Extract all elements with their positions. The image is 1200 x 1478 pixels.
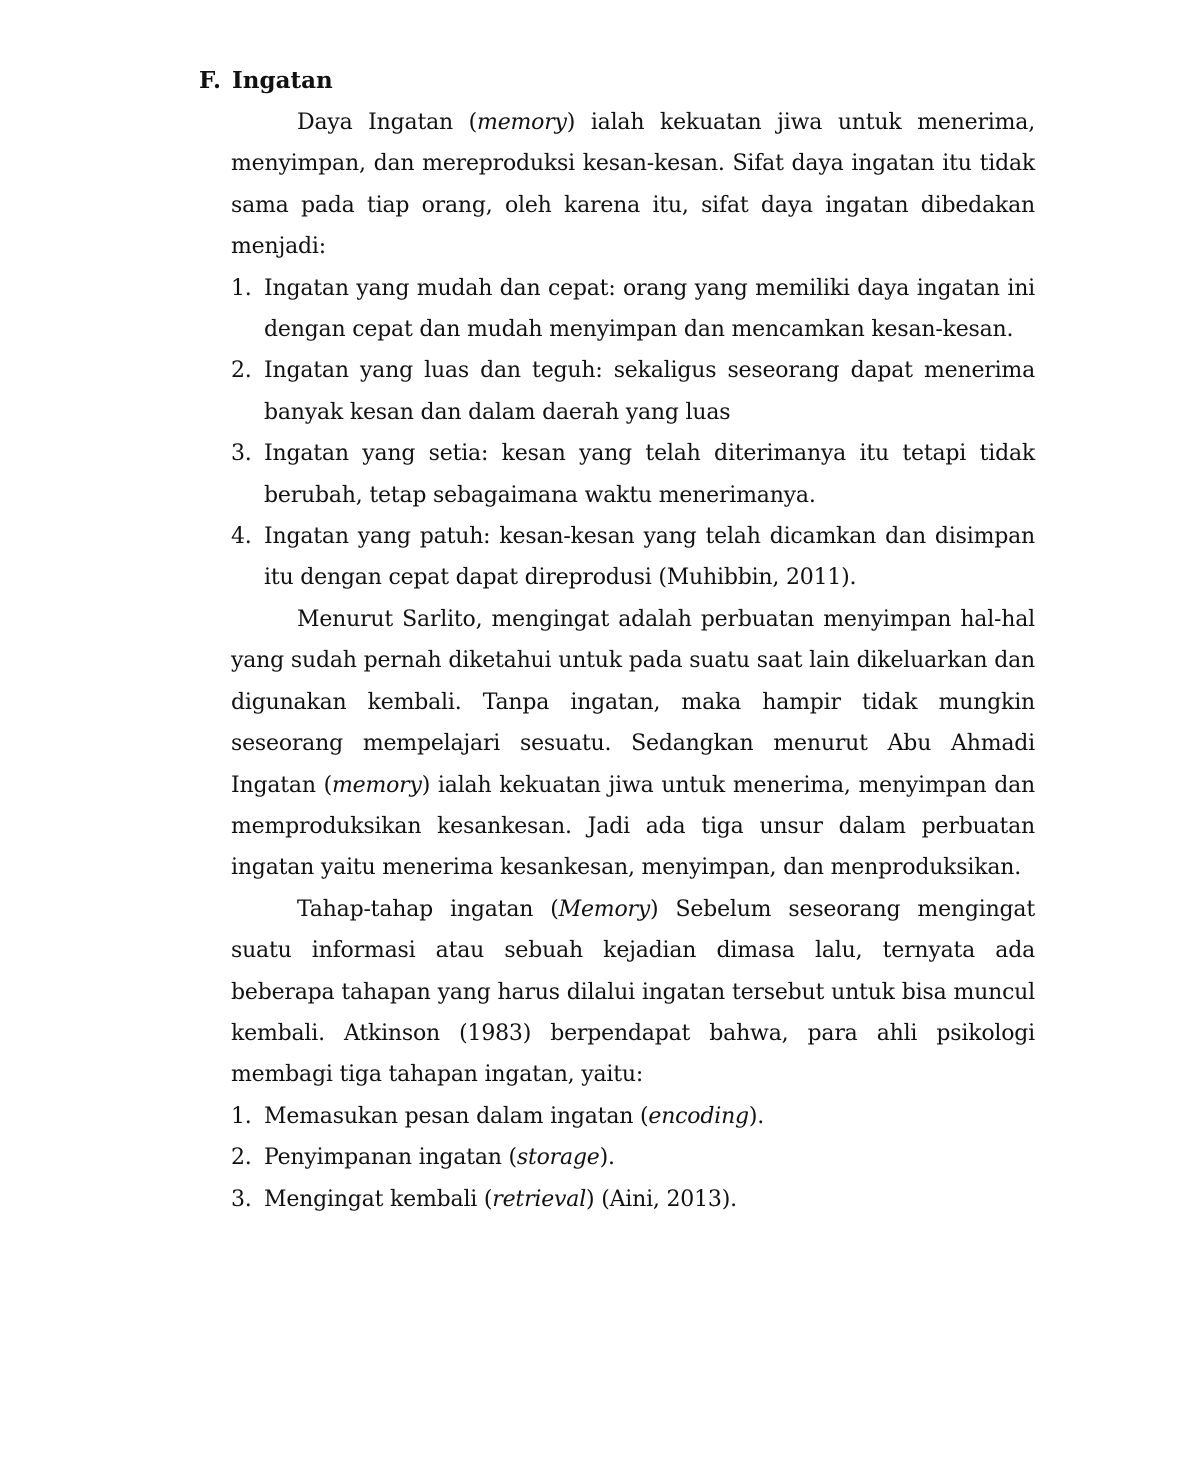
list-item: 3. Ingatan yang setia: kesan yang telah diterimanya itu tetapi tidak berubah, tetap sebagaimana waktu menerimanya. [231,441,1035,508]
term-memory: Memory [558,896,651,922]
section-body [231,102,1035,1220]
list-item: 1. Ingatan yang mudah dan cepat: orang yang memiliki daya ingatan ini dengan cepat dan mudah menyimpan dan mencamkan kesan-kesan. [231,275,1035,343]
list-item: 2. Penyimpanan ingatan (storage). [231,1145,615,1171]
list-item: 4. Ingatan yang patuh: kesan-kesan yang telah dicamkan dan disimpan itu dengan cepat dapat direprodusi (Muhibbin, 2011). [231,524,1035,591]
section-heading [199,66,333,96]
list-item: 3. Mengingat kembali (retrieval) (Aini, 2013). [231,1186,737,1212]
paragraph-definition: Daya Ingatan (memory) ialah kekuatan jiwa untuk menerima, menyimpan, dan mereproduksi kesan-kesan. Sifat daya ingatan itu tidak sama pada tiap orang, oleh karena itu, sifat daya ingatan dibedakan menjadi: [231,110,1035,260]
paragraph-sarlito: Menurut Sarlito, mengingat adalah perbuatan menyimpan hal-hal yang sudah pernah diketahui untuk pada suatu saat lain dikeluarkan dan digunakan kembali. Tanpa ingatan, maka hampir tidak mungkin seseorang mempelajari sesuatu. Sedangkan menurut Abu Ahmadi Ingatan (memory) ialah kekuatan jiwa untuk menerima, menyimpan dan memproduksikan kesankesan. Jadi ada tiga unsur dalam perbuatan ingatan yaitu menerima kesankesan, menyimpan, dan menproduksikan. [231,606,1036,881]
term-memory: memory [477,110,567,135]
paragraph-stages: Tahap-tahap ingatan (Memory) Sebelum seseorang mengingat suatu informasi atau sebuah kejadian dimasa lalu, ternyata ada beberapa tahapan yang harus dilalui ingatan tersebut untuk bisa muncul kembali. Atkinson (1983) berpendapat bahwa, para ahli psikologi membagi tiga tahapan ingatan, yaitu: [231,896,1035,1088]
memory-stages-list [231,1096,1035,1220]
section-title: Ingatan [232,67,333,94]
section-marker: F. [199,67,222,94]
list-item: 2. Ingatan yang luas dan teguh: sekaligus seseorang dapat menerima banyak kesan dan dalam daerah yang luas [231,358,1035,425]
term-memory: memory [332,772,422,798]
memory-types-list [231,268,1035,599]
list-item: 1. Memasukan pesan dalam ingatan (encoding). [231,1103,765,1129]
